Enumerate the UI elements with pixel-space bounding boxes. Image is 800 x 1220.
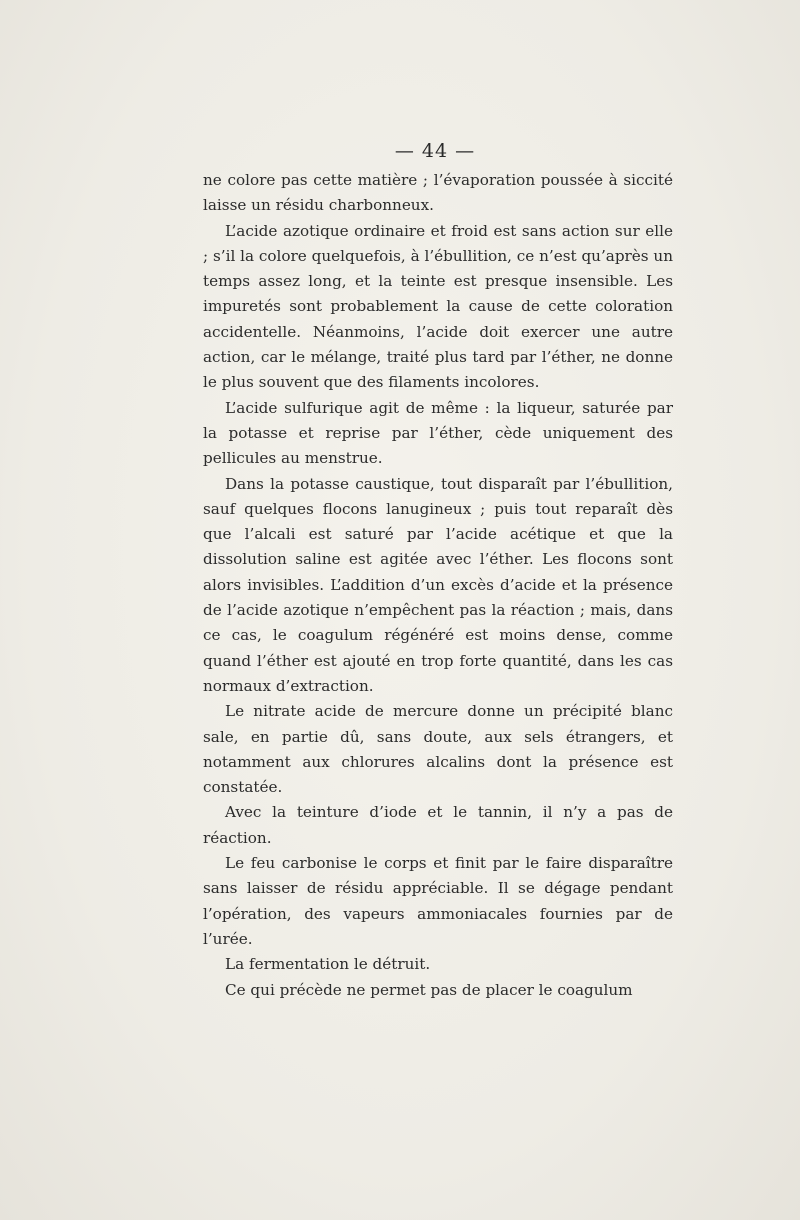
paragraph-5: Le nitrate acide de mercure donne un précipité blanc sale, en partie dû, sans doute, aux sels étrangers, et notamment aux chlorures alcalins dont la présence est constatée. xyxy=(203,702,673,797)
paragraph-9: Ce qui précède ne permet pas de placer le coagulum xyxy=(225,980,633,999)
paragraph-3: L’acide sulfurique agit de même : la liqueur, saturée par la potasse et reprise par l’éther, cède uniquement des pellicules au menstrue. xyxy=(203,398,673,468)
body-text xyxy=(203,168,673,1003)
paragraph-7: Le feu carbonise le corps et finit par le faire disparaître sans laisser de résidu appréciable. Il se dégage pendant l’opération, des vapeurs ammoniacales fournies par de l’urée. xyxy=(203,854,673,948)
paragraph-1: ne colore pas cette matière ; l’évaporation poussée à siccité laisse un résidu charbonneux. xyxy=(203,171,673,215)
paragraph-4: Dans la potasse caustique, tout disparaît par l’ébullition, sauf quelques flocons lanugineux ; puis tout reparaît dès que l’alcali est saturé par l’acide acétique et que la dissolution saline est agitée avec l’éther. Les flocons sont alors invisibles. L’addition d’un excès d’acide et la présence de l’acide azotique n’empêchent pas la réaction ; mais, dans ce cas, le coagulum régénéré est moins dense, comme quand l’éther est ajouté en trop forte quantité, dans les cas normaux d’extraction. xyxy=(203,474,673,695)
page-number: — 44 — xyxy=(394,140,476,162)
paragraph-6: Avec la teinture d’iode et le tannin, il n’y a pas de réaction. xyxy=(203,803,673,847)
paragraph-2: L’acide azotique ordinaire et froid est sans action sur elle ; s’il la colore quelquefois, à l’ébullition, ce n’est qu’après un temps assez long, et la teinte est presque insensible. Les impuretés sont probablement la cause de cette coloration accidentelle. Néanmoins, l’acide doit exercer une autre action, car le mélange, traité plus tard par l’éther, ne donne le plus souvent que des filaments incolores. xyxy=(203,221,673,392)
paragraph-8: La fermentation le détruit. xyxy=(225,955,431,974)
